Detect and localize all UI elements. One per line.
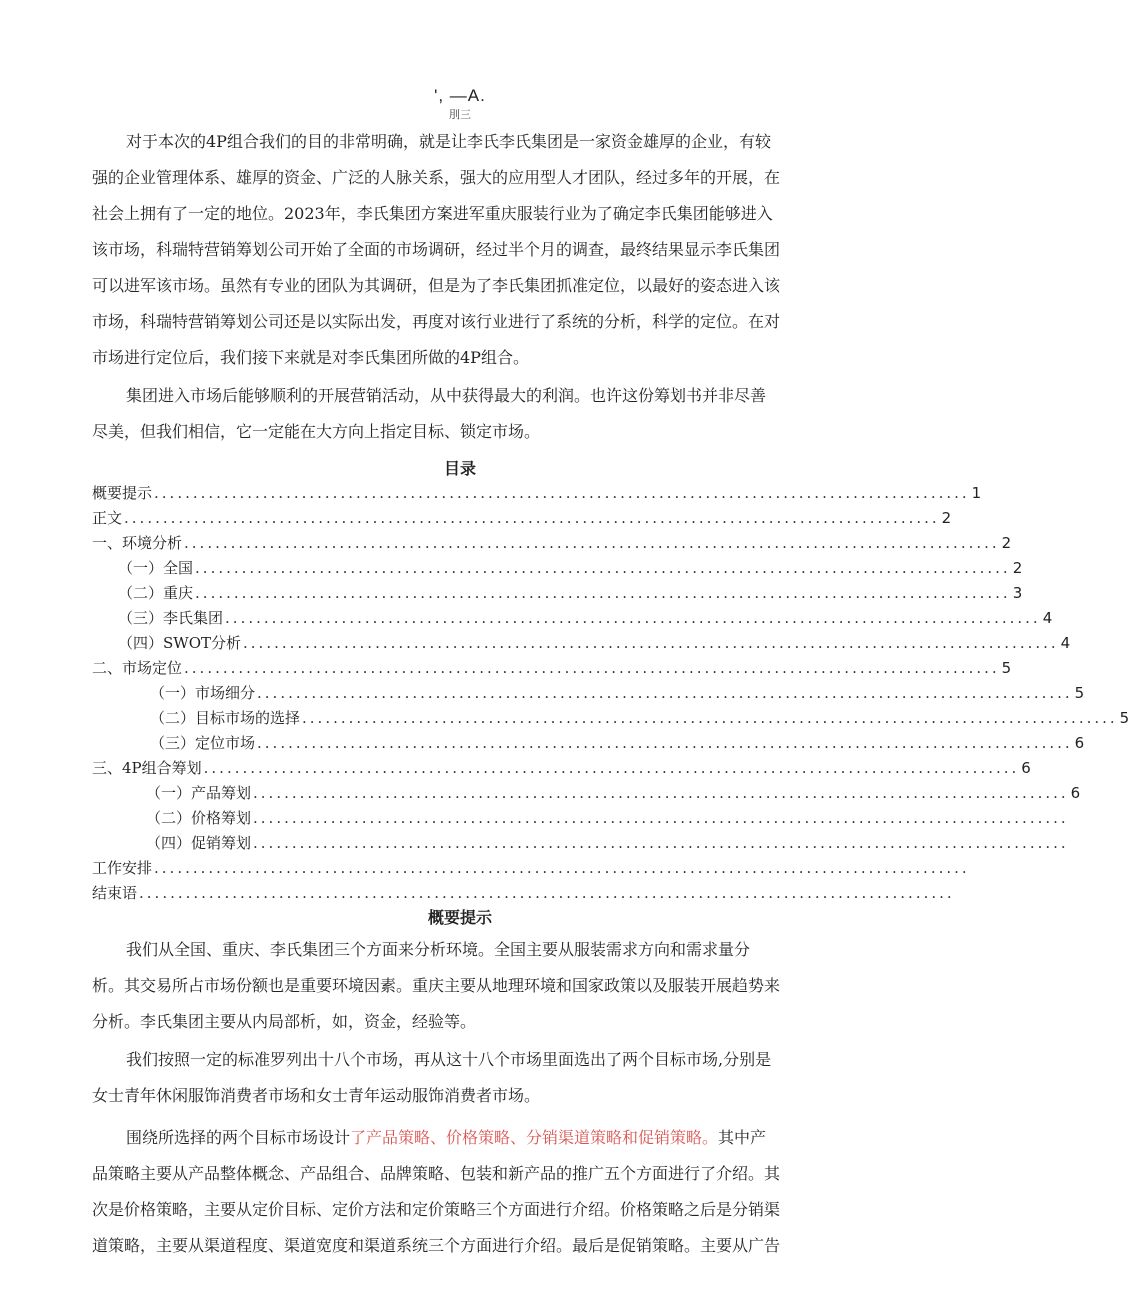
text-line: 对于本次的4P组合我们的目的非常明确，就是让李氏李氏集团是一家资金雄厚的企业，有较 [126, 132, 771, 151]
text-line: 次是价格策略，主要从定价目标、定价方法和定价策略三个方面进行介绍。价格策略之后是分销渠 [92, 1200, 781, 1219]
toc-entry-page: 6 [1021, 759, 1031, 777]
toc-entry-page: 2 [941, 509, 952, 527]
toc-leader-dots: ......................................................................................................... [139, 884, 955, 902]
toc-entry[interactable] [150, 731, 1085, 755]
toc-entry[interactable] [92, 756, 1031, 780]
toc-leader-dots: ......................................................................................................... [195, 584, 1011, 602]
toc-leader-dots: ......................................................................................................... [253, 834, 1069, 852]
toc-entry-title: 全国 [163, 559, 194, 577]
toc-entry[interactable] [118, 606, 1053, 630]
toc-leader-dots: ......................................................................................................... [184, 659, 1000, 677]
toc-leader-dots: ......................................................................................................... [243, 634, 1059, 652]
toc-entry-title: 二、市场定位 [92, 659, 183, 677]
toc-entry-number: （三） [118, 609, 164, 627]
text-line: 强的企业管理体系、雄厚的资金、广泛的人脉关系，强大的应用型人才团队，经过多年的开展，在 [92, 168, 781, 187]
toc-entry[interactable] [150, 706, 1130, 730]
toc-leader-dots: ......................................................................................................... [302, 709, 1118, 727]
text-line: 品策略主要从产品整体概念、产品组合、品牌策略、包装和新产品的推广五个方面进行了介绍。其 [92, 1164, 781, 1183]
toc-leader-dots: ......................................................................................................... [253, 809, 1069, 827]
page-header-subline: 刖三 [449, 109, 471, 121]
toc-entry[interactable] [118, 581, 1023, 605]
toc-entry[interactable] [92, 531, 1012, 555]
toc-entry-title: （一）市场细分 [150, 684, 256, 702]
toc-entry-page: 1 [971, 484, 982, 502]
summary-heading: 概要提示 [427, 908, 492, 927]
toc-entry[interactable] [92, 506, 952, 530]
toc-leader-dots: ......................................................................................................... [257, 734, 1073, 752]
text-line: 女士青年休闲服饰消费者市场和女士青年运动服饰消费者市场。 [92, 1086, 541, 1105]
toc-leader-dots: ......................................................................................................... [154, 484, 970, 502]
toc-entry-page: 4 [1042, 609, 1053, 627]
text-line: 析。其交易所占市场份额也是重要环境因素。重庆主要从地理环境和国家政策以及服装开展趋势来 [92, 976, 781, 995]
intro-paragraph-2 [92, 378, 832, 450]
toc-entry[interactable] [92, 856, 970, 880]
toc-entry-title: （四）促销筹划 [146, 834, 252, 852]
toc-entry-title: 一、环境分析 [92, 534, 183, 552]
summary-paragraph-2 [92, 1042, 832, 1114]
toc-entry-title: 工作安排 [92, 859, 153, 877]
toc-leader-dots: ......................................................................................................... [195, 559, 1011, 577]
toc-entry-title: SWOT分析 [163, 634, 242, 652]
text-line: 社会上拥有了一定的地位。2023年，李氏集团方案进军重庆服装行业为了确定李氏集团能够进入 [92, 204, 773, 223]
text-line: 市场进行定位后，我们接下来就是对李氏集团所做的4P组合。 [92, 348, 529, 367]
text-line: 市场，科瑞特营销筹划公司还是以实际出发，再度对该行业进行了系统的分析，科学的定位。在对 [92, 312, 781, 331]
toc-leader-dots: ......................................................................................................... [154, 859, 970, 877]
toc-entry-title: 结束语 [92, 884, 138, 902]
toc-entry-page: 5 [1119, 709, 1130, 727]
toc-entry-title: 李氏集团 [163, 609, 224, 627]
page-header-line: ', —A. [434, 86, 486, 105]
toc-entry-number: （一） [118, 559, 164, 577]
toc-entry-title: 正文 [92, 509, 123, 527]
text-span: 其中产 [718, 1128, 767, 1147]
toc-entry-page: 2 [1001, 534, 1012, 552]
text-line [92, 1120, 832, 1156]
toc-entry[interactable] [118, 556, 1023, 580]
highlighted-text: 了产品策略、价格策略、分销渠道策略和促销策略。 [350, 1128, 719, 1147]
summary-paragraph-1 [92, 932, 832, 1040]
text-line: 集团进入市场后能够顺利的开展营销活动，从中获得最大的利润。也许这份筹划书并非尽善 [126, 386, 767, 405]
toc-entry-page: 5 [1074, 684, 1085, 702]
toc-entry-title: （二）价格筹划 [146, 809, 252, 827]
toc-entry-page: 5 [1001, 659, 1012, 677]
toc-entry[interactable] [146, 831, 1069, 855]
toc-leader-dots: ......................................................................................................... [124, 509, 940, 527]
intro-paragraph-1 [92, 124, 832, 376]
text-line: 我们从全国、重庆、李氏集团三个方面来分析环境。全国主要从服装需求方向和需求量分 [126, 940, 751, 959]
toc-entry-title: （二）目标市场的选择 [150, 709, 301, 727]
toc-heading: 目录 [443, 459, 476, 478]
toc-entry-title: 三、4P组合筹划 [92, 759, 202, 777]
toc-entry-title: （三）定位市场 [150, 734, 256, 752]
toc-entry[interactable] [118, 631, 1071, 655]
toc-entry-page: 6 [1074, 734, 1085, 752]
toc-entry-title: （一）产品筹划 [146, 784, 252, 802]
toc-entry[interactable] [146, 781, 1081, 805]
text-span: 围绕所选择的两个目标市场设计 [126, 1128, 351, 1147]
toc-entry-number: （四） [118, 634, 164, 652]
toc-entry-title: 重庆 [163, 584, 194, 602]
toc-leader-dots: ......................................................................................................... [257, 684, 1073, 702]
toc-entry-title: 概要提示 [92, 484, 153, 502]
summary-paragraph-3 [92, 1120, 832, 1264]
toc-leader-dots: ......................................................................................................... [184, 534, 1000, 552]
toc-entry[interactable] [92, 881, 955, 905]
toc-leader-dots: ......................................................................................................... [203, 759, 1020, 777]
toc-entry[interactable] [92, 481, 982, 505]
toc-leader-dots: ......................................................................................................... [253, 784, 1069, 802]
toc-entry-page: 3 [1012, 584, 1023, 602]
text-line: 我们按照一定的标准罗列出十八个市场，再从这十八个市场里面选出了两个目标市场,分别是 [126, 1050, 772, 1069]
toc-entry-number: （二） [118, 584, 164, 602]
toc-entry[interactable] [146, 806, 1069, 830]
toc-entry-page: 6 [1070, 784, 1081, 802]
text-line: 可以进军该市场。虽然有专业的团队为其调研，但是为了李氏集团抓准定位，以最好的姿态进入该 [92, 276, 781, 295]
text-line: 分析。李氏集团主要从内局部析，如，资金，经验等。 [92, 1012, 477, 1031]
text-line: 尽美，但我们相信，它一定能在大方向上指定目标、锁定市场。 [92, 422, 541, 441]
text-line: 该市场，科瑞特营销筹划公司开始了全面的市场调研，经过半个月的调查，最终结果显示李氏集团 [92, 240, 781, 259]
toc-entry-page: 4 [1060, 634, 1071, 652]
toc-entry[interactable] [150, 681, 1085, 705]
toc-entry-page: 2 [1012, 559, 1023, 577]
text-line: 道策略，主要从渠道程度、渠道宽度和渠道系统三个方面进行介绍。最后是促销策略。主要从广告 [92, 1236, 781, 1255]
toc-leader-dots: ......................................................................................................... [225, 609, 1041, 627]
toc-entry[interactable] [92, 656, 1012, 680]
